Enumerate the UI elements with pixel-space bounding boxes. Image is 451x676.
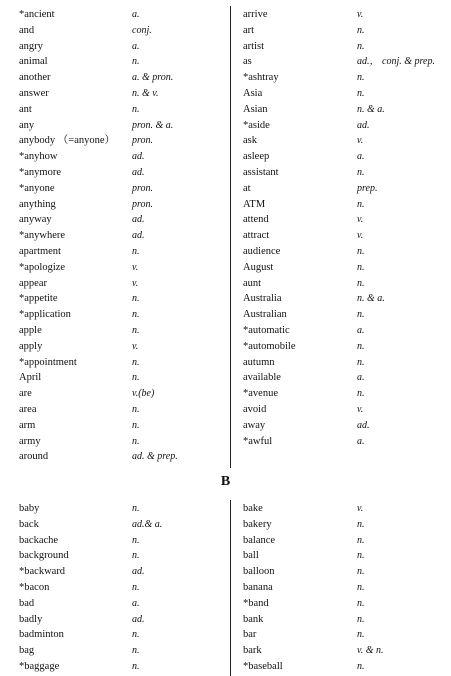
part-of-speech: v. bbox=[132, 277, 139, 289]
vocab-word: are bbox=[19, 388, 32, 400]
part-of-speech: v. bbox=[132, 340, 139, 352]
vocab-word: balloon bbox=[243, 566, 275, 578]
part-of-speech: n. bbox=[357, 88, 365, 99]
part-of-speech: n. bbox=[357, 661, 365, 672]
vocab-word: bark bbox=[243, 645, 262, 657]
part-of-speech: v. bbox=[357, 230, 364, 242]
part-of-speech: n. bbox=[132, 582, 140, 593]
part-of-speech: n. bbox=[357, 261, 365, 273]
vocab-word: bakery bbox=[243, 518, 272, 530]
vocab-word: *awful bbox=[243, 435, 273, 447]
vocab-word: answer bbox=[19, 88, 49, 99]
vocab-word: banana bbox=[243, 582, 273, 593]
part-of-speech: n. bbox=[357, 40, 365, 52]
vocab-word: angry bbox=[19, 40, 43, 52]
vocab-word: attend bbox=[243, 214, 269, 226]
part-of-speech: prep. bbox=[357, 182, 378, 194]
part-of-speech: a. bbox=[132, 597, 140, 609]
vocab-word: *automobile bbox=[243, 340, 296, 352]
part-of-speech: n. bbox=[132, 503, 140, 514]
part-of-speech: n. bbox=[132, 435, 140, 447]
vocab-word: autumn bbox=[243, 356, 275, 368]
vocab-word: available bbox=[243, 372, 281, 384]
part-of-speech: n. bbox=[357, 613, 365, 625]
vocab-word: *anymore bbox=[19, 167, 61, 178]
part-of-speech: ad. bbox=[357, 119, 370, 131]
vocab-word: backache bbox=[19, 534, 59, 546]
vocab-word: *ashtray bbox=[243, 72, 279, 84]
vocab-word: *apologize bbox=[19, 261, 66, 273]
vocab-word: around bbox=[19, 451, 49, 463]
vocab-word: *ancient bbox=[19, 9, 55, 20]
part-of-speech: a. bbox=[132, 40, 140, 52]
part-of-speech: n. bbox=[357, 340, 365, 352]
vocab-word: arrive bbox=[243, 9, 268, 20]
vocab-word: art bbox=[243, 24, 255, 36]
part-of-speech: ad. bbox=[132, 151, 145, 163]
vocab-word: Australia bbox=[243, 293, 282, 305]
part-of-speech: n. bbox=[357, 388, 365, 400]
part-of-speech: a. bbox=[357, 372, 365, 384]
vocab-word: *backward bbox=[19, 566, 66, 578]
part-of-speech: v. bbox=[357, 503, 364, 514]
part-of-speech: n. bbox=[357, 550, 365, 562]
part-of-speech: n. bbox=[357, 534, 365, 546]
vocab-word: *anywhere bbox=[19, 230, 66, 242]
part-of-speech: n. bbox=[357, 277, 365, 289]
part-of-speech: n. bbox=[132, 309, 140, 321]
part-of-speech: a. bbox=[357, 325, 365, 336]
part-of-speech: n. & a. bbox=[357, 293, 385, 305]
part-of-speech: ad. & prep. bbox=[132, 451, 178, 463]
vocab-word: and bbox=[19, 24, 35, 36]
part-of-speech: n. bbox=[132, 534, 140, 546]
part-of-speech: pron. & a. bbox=[132, 119, 174, 131]
part-of-speech: v. bbox=[132, 261, 139, 273]
vocab-word: avoid bbox=[243, 404, 267, 415]
vocab-word: bank bbox=[243, 613, 264, 625]
vocab-word: *anyhow bbox=[19, 151, 58, 163]
part-of-speech: n. bbox=[132, 356, 140, 368]
vocab-word: *appointment bbox=[19, 356, 77, 368]
part-of-speech: n. bbox=[357, 582, 365, 593]
vocab-word: *automatic bbox=[243, 325, 290, 336]
vocab-word: anything bbox=[19, 198, 56, 210]
vocab-word: any bbox=[19, 119, 35, 131]
section-letter-b: B bbox=[220, 474, 231, 489]
vocab-word: back bbox=[19, 518, 39, 530]
vocab-word: bad bbox=[19, 597, 35, 609]
vocab-word: aunt bbox=[243, 277, 262, 289]
part-of-speech: n. bbox=[132, 372, 140, 384]
vocab-word: ask bbox=[243, 135, 257, 147]
part-of-speech: v. bbox=[357, 9, 364, 20]
part-of-speech: v. bbox=[357, 214, 364, 226]
part-of-speech: n. & a. bbox=[357, 103, 385, 115]
vocab-word: appear bbox=[19, 277, 47, 289]
vocab-word: Asia bbox=[243, 88, 263, 99]
part-of-speech: ad. bbox=[132, 566, 145, 578]
vocab-word: asleep bbox=[243, 151, 270, 163]
vocab-word: *application bbox=[19, 309, 71, 321]
vocab-word: as bbox=[243, 56, 252, 68]
part-of-speech: n. bbox=[132, 103, 140, 115]
part-of-speech: conj. bbox=[132, 24, 152, 36]
divider-section-b bbox=[230, 500, 231, 676]
vocab-word: *baseball bbox=[243, 661, 283, 672]
vocab-word: balance bbox=[243, 534, 276, 546]
vocab-word: apartment bbox=[19, 246, 61, 257]
vocab-word: army bbox=[19, 435, 41, 447]
part-of-speech: pron. bbox=[132, 182, 154, 194]
part-of-speech: pron. bbox=[132, 135, 154, 147]
vocab-word: *aside bbox=[243, 119, 270, 131]
vocab-word: Australian bbox=[243, 309, 287, 321]
part-of-speech: n. bbox=[357, 566, 365, 578]
part-of-speech: ad. bbox=[132, 167, 145, 178]
vocab-word: bag bbox=[19, 645, 35, 657]
part-of-speech: pron. bbox=[132, 198, 154, 210]
part-of-speech: n. bbox=[132, 645, 140, 657]
vocab-word: August bbox=[243, 261, 274, 273]
vocab-word: Asian bbox=[243, 103, 268, 115]
vocab-word: bake bbox=[243, 503, 263, 514]
part-of-speech: ad. bbox=[357, 419, 370, 431]
part-of-speech: n. bbox=[357, 24, 365, 36]
part-of-speech: n. bbox=[357, 72, 365, 84]
part-of-speech: n. bbox=[132, 404, 140, 415]
part-of-speech: v.(be) bbox=[132, 388, 155, 400]
vocab-word: *avenue bbox=[243, 388, 278, 400]
part-of-speech: n. bbox=[132, 246, 140, 257]
vocab-word: away bbox=[243, 419, 266, 431]
vocab-word: *anyone bbox=[19, 182, 55, 194]
part-of-speech: n. bbox=[357, 309, 365, 321]
part-of-speech: v. bbox=[357, 135, 364, 147]
vocab-word: baby bbox=[19, 503, 40, 514]
vocab-word: *baggage bbox=[19, 661, 60, 672]
part-of-speech: n. bbox=[357, 597, 365, 609]
vocab-word: at bbox=[243, 182, 251, 194]
part-of-speech: a. & pron. bbox=[132, 72, 174, 84]
vocab-word: ant bbox=[19, 103, 32, 115]
part-of-speech: n. bbox=[132, 293, 140, 305]
vocab-word: artist bbox=[243, 40, 264, 52]
vocab-word: ATM bbox=[243, 198, 266, 210]
vocab-word: arm bbox=[19, 419, 36, 431]
part-of-speech: ad. bbox=[132, 230, 145, 242]
part-of-speech: n. bbox=[357, 356, 365, 368]
vocab-word: audience bbox=[243, 246, 281, 257]
vocab-word: area bbox=[19, 404, 37, 415]
part-of-speech: n. bbox=[357, 246, 365, 257]
part-of-speech: n. bbox=[132, 661, 140, 672]
vocab-word: ball bbox=[243, 550, 259, 562]
vocab-word: animal bbox=[19, 56, 48, 68]
part-of-speech: v. bbox=[357, 404, 364, 415]
vocab-word: anybody （=anyone） bbox=[19, 135, 116, 147]
vocab-word: *appetite bbox=[19, 293, 58, 305]
part-of-speech: ad.& a. bbox=[132, 518, 163, 530]
vocab-word: apple bbox=[19, 325, 42, 336]
part-of-speech: ad. bbox=[132, 613, 145, 625]
part-of-speech: a. bbox=[132, 9, 140, 20]
part-of-speech: n. bbox=[132, 325, 140, 336]
vocab-word: *band bbox=[243, 597, 269, 609]
vocab-word: another bbox=[19, 72, 51, 84]
part-of-speech: n. bbox=[357, 167, 365, 178]
part-of-speech: n. bbox=[357, 198, 365, 210]
part-of-speech: n. bbox=[132, 56, 140, 68]
part-of-speech: a. bbox=[357, 151, 365, 163]
vocab-word: *bacon bbox=[19, 582, 50, 593]
vocab-word: apply bbox=[19, 340, 43, 352]
vocab-word: April bbox=[19, 372, 42, 384]
part-of-speech: n. bbox=[132, 629, 140, 641]
vocab-word: background bbox=[19, 550, 69, 562]
part-of-speech: a. bbox=[357, 435, 365, 447]
part-of-speech: n. bbox=[357, 518, 365, 530]
part-of-speech: ad. bbox=[132, 214, 145, 226]
vocab-word: badminton bbox=[19, 629, 64, 641]
divider-section-a bbox=[230, 6, 231, 468]
vocab-word: attract bbox=[243, 230, 270, 242]
part-of-speech: v. & n. bbox=[357, 645, 384, 657]
part-of-speech: n. bbox=[132, 419, 140, 431]
vocab-word: assistant bbox=[243, 167, 279, 178]
part-of-speech: n. bbox=[357, 629, 365, 641]
vocab-word: badly bbox=[19, 613, 43, 625]
vocab-word: bar bbox=[243, 629, 257, 641]
part-of-speech: ad.， conj. & prep. bbox=[357, 56, 435, 68]
part-of-speech: n. bbox=[132, 550, 140, 562]
part-of-speech: n. & v. bbox=[132, 88, 159, 99]
vocab-word: anyway bbox=[19, 214, 52, 226]
